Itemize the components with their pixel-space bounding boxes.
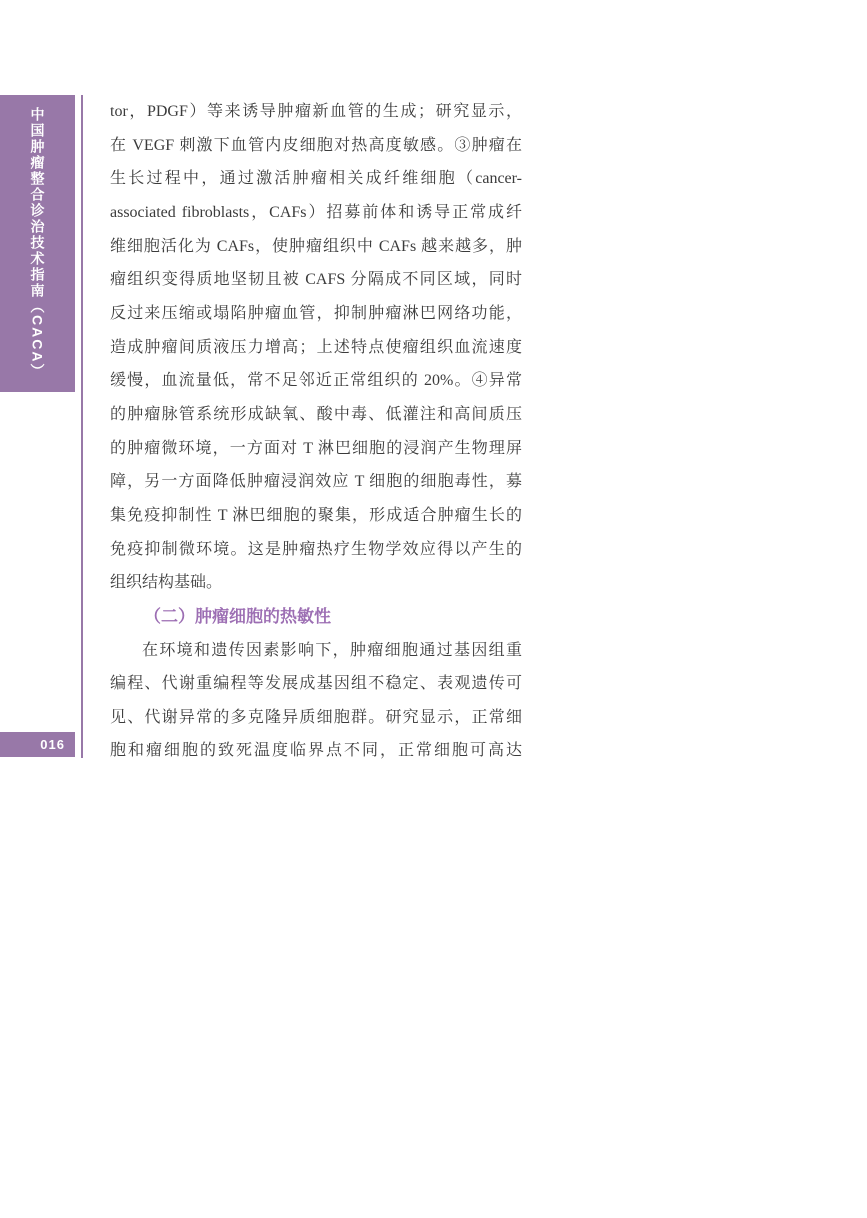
text-line: 在 VEGF 刺激下血管内皮细胞对热高度敏感。③肿瘤在 xyxy=(110,136,522,154)
spine-divider-line xyxy=(81,95,83,758)
book-title-vertical: 中国肿瘤整合诊治技术指南（CACA） xyxy=(29,107,46,380)
text-line: 缓慢，血流量低，常不足邻近正常组织的 20%。④异常 xyxy=(110,372,522,390)
text-line: associated fibroblasts，CAFs）招募前体和诱导正常成纤 xyxy=(110,203,522,221)
text-line: 见、代谢异常的多克隆异质细胞群。研究显示，正常细 xyxy=(110,708,522,726)
text-line: 造成肿瘤间质液压力增高；上述特点使瘤组织血流速度 xyxy=(110,338,522,356)
text-line: 的肿瘤脉管系统形成缺氧、酸中毒、低灌注和高间质压 xyxy=(110,405,522,423)
section-heading: （二）肿瘤细胞的热敏性 xyxy=(144,606,331,626)
text-line: 维细胞活化为 CAFs，使肿瘤组织中 CAFs 越来越多，肿 xyxy=(110,237,522,255)
text-line: 免疫抑制微环境。这是肿瘤热疗生物学效应得以产生的 xyxy=(110,540,522,558)
text-line: 胞和瘤细胞的致死温度临界点不同，正常细胞可高达 xyxy=(110,742,522,760)
text-line: 集免疫抑制性 T 淋巴细胞的聚集，形成适合肿瘤生长的 xyxy=(110,506,522,524)
book-spine-block xyxy=(0,95,75,392)
paragraph-1 xyxy=(110,95,522,600)
page-content xyxy=(110,95,522,768)
paragraph-2 xyxy=(110,634,522,769)
text-line: 组织结构基础。 xyxy=(110,574,223,592)
text-line: 生长过程中，通过激活肿瘤相关成纤维细胞（cancer- xyxy=(110,170,522,188)
page-number-badge xyxy=(0,732,75,757)
text-line: 的肿瘤微环境，一方面对 T 淋巴细胞的浸润产生物理屏 xyxy=(110,439,522,457)
text-line: 反过来压缩或塌陷肿瘤血管，抑制肿瘤淋巴网络功能， xyxy=(110,304,522,322)
text-line: tor，PDGF）等来诱导肿瘤新血管的生成；研究显示， xyxy=(110,103,522,120)
text-line: 编程、代谢重编程等发展成基因组不稳定、表观遗传可 xyxy=(110,675,522,693)
text-line: 瘤组织变得质地坚韧且被 CAFS 分隔成不同区域，同时 xyxy=(110,271,522,289)
text-line: 障，另一方面降低肿瘤浸润效应 T 细胞的细胞毒性，募 xyxy=(110,473,522,491)
text-line: 在环境和遗传因素影响下，肿瘤细胞通过基因组重 xyxy=(142,641,522,659)
page-number: 016 xyxy=(40,737,65,752)
